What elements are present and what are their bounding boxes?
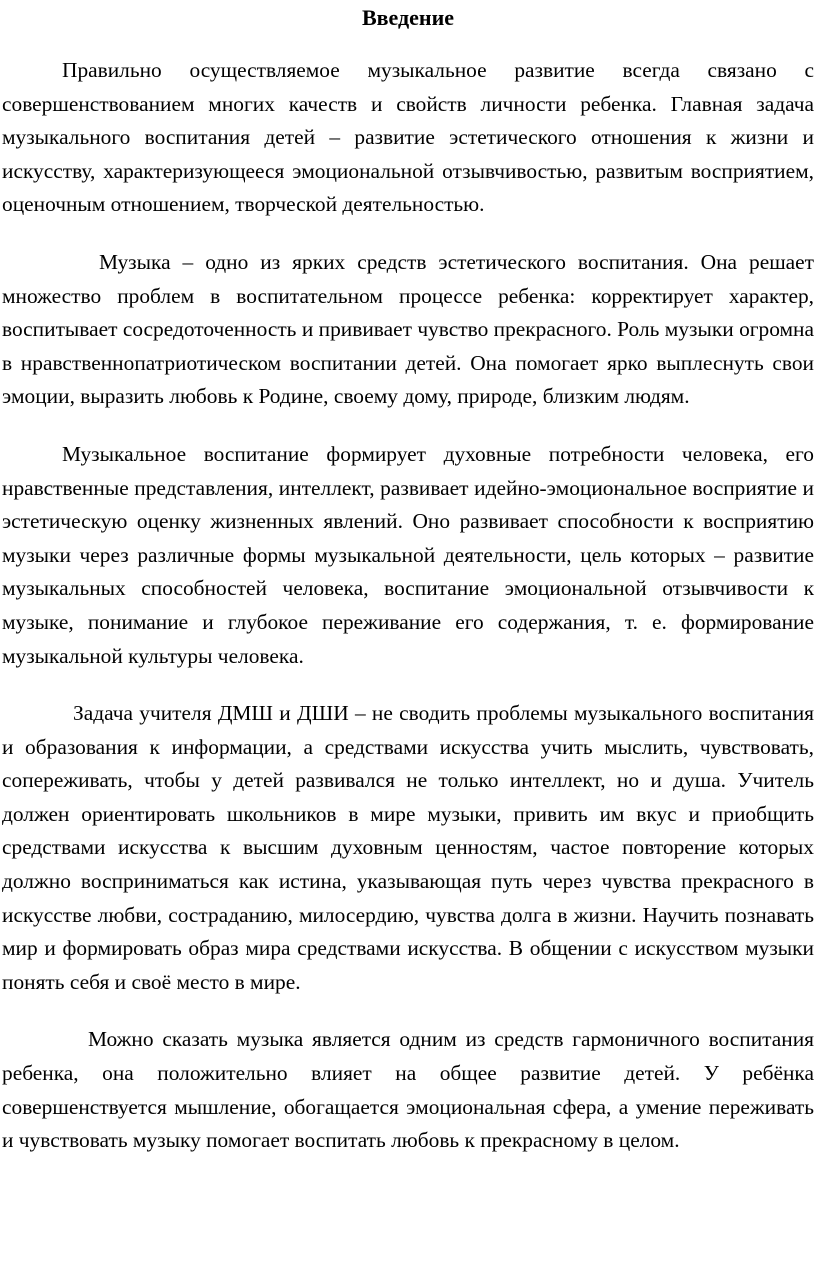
paragraph-4: Задача учителя ДМШ и ДШИ – не сводить проблемы музыкального воспитания и образования к информации, а средствами искусства учить мыслить, чувствовать, сопереживать, чтобы у детей развивался не только интеллект, но и душа. Учитель должен ориентировать школьников в мире музыки, привить им вкус и приобщить средствами искусства к высшим духовным ценностям, частое повторение которых должно восприниматься как истина, указывающая путь через чувства прекрасного в искусстве любви, состраданию, милосердию, чувства долга в жизни. Научить познавать мир и формировать образ мира средствами искусства. В общении с искусством музыки понять себя и своё место в мире. bbox=[2, 701, 814, 994]
paragraph-3: Музыкальное воспитание формирует духовные потребности человека, его нравственные представления, интеллект, развивает идейно-эмоциональное восприятие и эстетическую оценку жизненных явлений. Оно развивает способности к восприятию музыки через различные формы музыкальной деятельности, цель которых – развитие музыкальных способностей человека, воспитание эмоциональной отзывчивости к музыке, понимание и глубокое переживание его содержания, т. е. формирование музыкальной культуры человека. bbox=[2, 441, 814, 668]
paragraph-5: Можно сказать музыка является одним из средств гармоничного воспитания ребенка, она положительно влияет на общее развитие детей. У ребёнка совершенствуется мышление, обогащается эмоциональная сфера, а умение переживать и чувствовать музыку помогает воспитать любовь к прекрасному в целом. bbox=[2, 1027, 814, 1153]
paragraph-2: Музыка – одно из ярких средств эстетического воспитания. Она решает множество проблем в воспитательном процессе ребенка: корректирует характер, воспитывает сосредоточенность и прививает чувство прекрасного. Роль музыки огромна в нравственнопатриотическом воспитании детей. Она помогает ярко выплеснуть свои эмоции, выразить любовь к Родине, своему дому, природе, близким людям. bbox=[2, 249, 814, 409]
paragraph-1: Правильно осуществляемое музыкальное развитие всегда связано с совершенствованием многих качеств и свойств личности ребенка. Главная задача музыкального воспитания детей – развитие эстетического отношения к жизни и искусству, характеризующееся эмоциональной отзывчивостью, развитым восприятием, оценочным отношением, творческой деятельностью. bbox=[2, 58, 814, 217]
document-title: Введение bbox=[361, 5, 455, 30]
